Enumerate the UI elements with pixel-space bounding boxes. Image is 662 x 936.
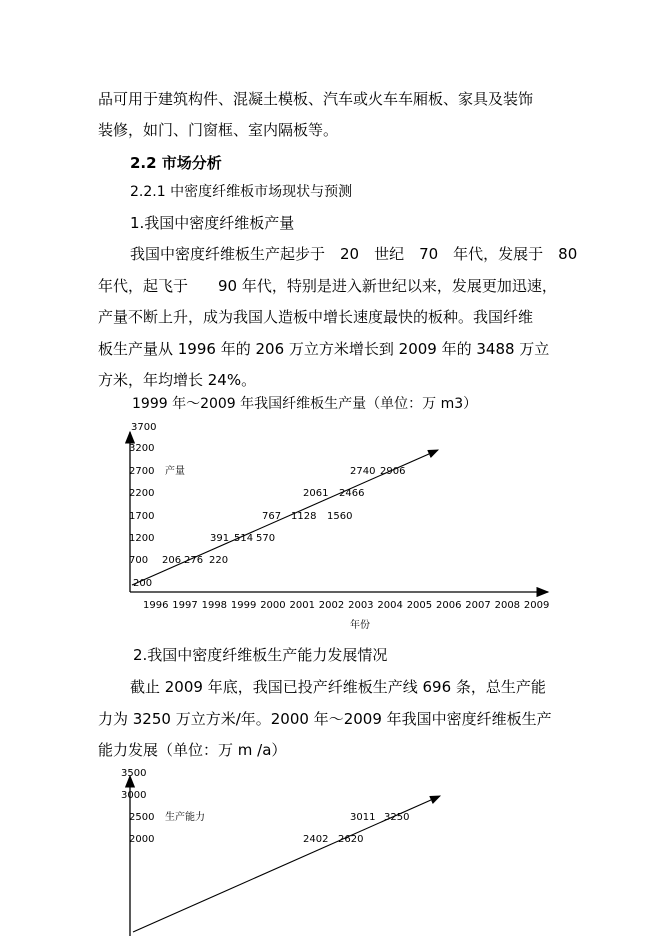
section-heading-2-2-1: 2.2.1 中密度纤维板市场现状与预测	[130, 184, 353, 200]
subheading-production: 1.我国中密度纤维板产量	[130, 214, 295, 232]
chart-1-data-label: 206	[162, 555, 182, 566]
chart-1-y-tick: 1700	[129, 511, 155, 522]
chart-1-y-tick: 2700	[129, 466, 155, 477]
chart-2-series-label: 生产能力	[165, 812, 205, 823]
chart-1-y-tick: 3700	[131, 422, 157, 433]
paragraph-2-line-3: 能力发展（单位：万 m /a）	[98, 741, 287, 759]
chart-1-x-tick: 2002	[318, 600, 345, 611]
chart-1-data-label: 767	[262, 511, 282, 522]
body-line-1: 品可用于建筑构件、混凝土模板、汽车或火车车厢板、家具及装饰	[98, 90, 534, 108]
chart-1-x-tick: 1998	[201, 600, 228, 611]
chart-1-x-tick: 2005	[406, 600, 433, 611]
chart-1-data-label: 570	[256, 533, 276, 544]
chart-1-y-tick: 1200	[129, 533, 155, 544]
section-heading-2-2: 2.2 市场分析	[130, 154, 222, 172]
chart-1-data-label: 276	[184, 555, 204, 566]
chart-2-data-label: 2620	[338, 834, 364, 845]
chart-1-x-tick: 1997	[172, 600, 198, 611]
chart-1-x-tick: 2001	[289, 600, 315, 611]
chart-1-x-tick: 2006	[436, 600, 462, 611]
body-line-2: 装修，如门、门窗框、室内隔板等。	[98, 121, 339, 139]
chart-1-x-tick: 2004	[377, 600, 403, 611]
paragraph-2-line-1: 截止 2009 年底，我国已投产纤维板生产线 696 条，总生产能	[130, 678, 546, 696]
chart-1-x-tick: 1996	[143, 600, 169, 611]
subheading-capacity: 2.我国中密度纤维板生产能力发展情况	[133, 646, 388, 664]
paragraph-1-line-3: 产量不断上升，成为我国人造板中增长速度最快的板种。我国纤维	[98, 308, 534, 326]
chart-1-data-label: 1560	[327, 511, 353, 522]
chart-1-y-tick: 700	[129, 555, 149, 566]
paragraph-2-line-2: 力为 3250 万立方米/年。2000 年～2009 年我国中密度纤维板生产	[98, 710, 552, 728]
chart-1-y-tick: 3200	[129, 443, 155, 454]
chart-1-x-tick: 2000	[260, 600, 286, 611]
chart-2-data-label: 3250	[384, 812, 410, 823]
chart-1-caption: 1999 年～2009 年我国纤维板生产量（单位：万 m3）	[132, 396, 478, 412]
chart-1-data-label: 391	[210, 533, 230, 544]
chart-1-y-tick: 200	[133, 578, 153, 589]
chart-2-y-tick: 3500	[121, 768, 147, 779]
chart-1-x-tick: 2007	[465, 600, 491, 611]
chart-1-data-label: 2740	[350, 466, 376, 477]
paragraph-1-line-4: 板生产量从 1996 年的 206 万立方米增长到 2009 年的 3488 万立	[98, 340, 550, 358]
chart-1-x-tick: 2003	[348, 600, 374, 611]
chart-1-data-label: 220	[209, 555, 229, 566]
chart-1-y-tick: 2200	[129, 488, 155, 499]
chart-1-data-label: 2466	[339, 488, 365, 499]
chart-1-data-label: 2061	[303, 488, 329, 499]
paragraph-1-line-5: 方米，年均增长 24%。	[98, 371, 257, 389]
chart-1-series-label: 产量	[165, 466, 185, 477]
chart-1-x-tick: 2008	[494, 600, 521, 611]
chart-2-y-tick: 2000	[129, 834, 155, 845]
chart-1-data-label: 2906	[380, 466, 406, 477]
chart-1-x-tick: 2009	[523, 600, 550, 611]
chart-2-data-label: 3011	[350, 812, 376, 823]
paragraph-1-line-1: 我国中密度纤维板生产起步于 20 世纪 70 年代，发展于 80	[130, 245, 578, 263]
chart-1-data-label: 514	[234, 533, 254, 544]
chart-1-x-axis-label: 年份	[350, 620, 370, 631]
chart-2-y-tick: 2500	[129, 812, 155, 823]
chart-1-data-label: 1128	[291, 511, 317, 522]
chart-2-y-tick: 3000	[121, 790, 147, 801]
chart-1-x-tick: 1999	[230, 600, 257, 611]
chart-2-data-label: 2402	[303, 834, 329, 845]
paragraph-1-line-2: 年代，起飞于 90 年代，特别是进入新世纪以来，发展更加迅速，	[98, 277, 557, 295]
